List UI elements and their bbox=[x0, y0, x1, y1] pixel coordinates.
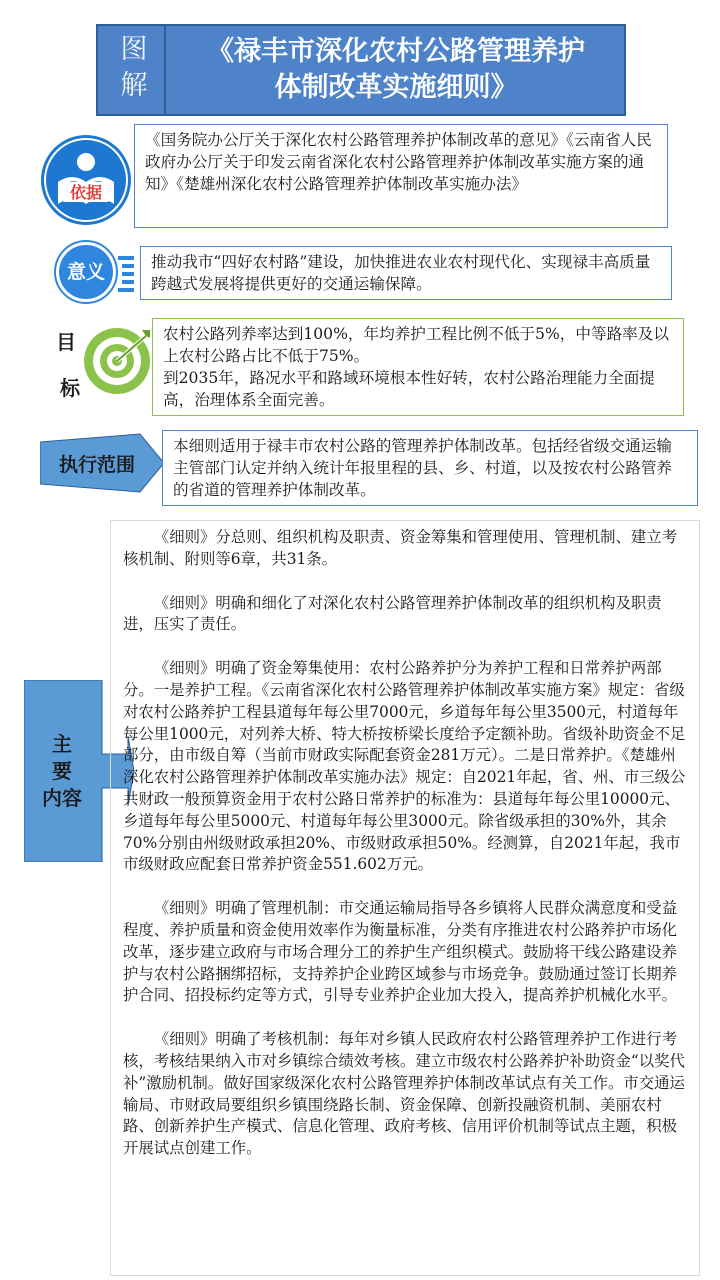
scope-label bbox=[40, 432, 166, 494]
main-label-line3: 内容 bbox=[42, 785, 82, 810]
page-title bbox=[168, 34, 624, 106]
banner-tag-line2: 解 bbox=[120, 70, 148, 101]
main-content-label-text bbox=[24, 680, 100, 862]
title-banner bbox=[96, 24, 626, 116]
basis-icon-label: 依据 bbox=[69, 183, 102, 202]
significance-text: 推动我市“四好农村路”建设，加快推进农业农村现代化、实现禄丰高质量跨越式发展将提供更好的交通运输保障。 bbox=[151, 253, 651, 293]
content-paragraph: 《细则》分总则、组织机构及职责、资金筹集和管理使用、管理机制、建立考核机制、附则等6章，共31条。 bbox=[123, 528, 678, 568]
main-label-line1: 主 bbox=[52, 731, 72, 756]
content-paragraph: 《细则》明确和细化了对深化农村公路管理养护体制改革的组织机构及职责进，压实了责任。 bbox=[123, 593, 662, 634]
content-paragraph: 《细则》明确了资金筹集使用：农村公路养护分为养护工程和日常养护两部分。一是养护工程。《云南省深化农村公路管理养护体制改革实施方案》规定：省级对农村公路养护工程县道每年每公里7000元，乡道每年每公里3500元，村道每年每公里1000元，对列养大桥、特大桥按桥梁长度给予定额补助。省级补助资金不足部分，由市级自筹（当前市财政实际配套资金281万元）。二是日常养护。《楚雄州深化农村公路管理养护体制改革实施办法》规定：自2021年起，省、州、市三级公共财政一般预算资金用于农村公路日常养护的标准为：县道每年每公里10000元、乡道每年每公里5000元、村道每年每公里3000元。除省级承担的30%外，其余70%分别由州级财政承担20%、市级财政承担50%。经测算，自2021年起，我市市级财政应配套日常养护资金551.602万元。 bbox=[123, 659, 686, 874]
significance-box bbox=[140, 246, 672, 300]
scope-text: 本细则适用于禄丰市农村公路的管理养护体制改革。包括经省级交通运输主管部门认定并纳入统计年报里程的县、乡、村道，以及按农村公路管养的省道的管理养护体制改革。 bbox=[173, 437, 673, 499]
goal-box bbox=[152, 318, 684, 416]
target-icon bbox=[82, 326, 152, 396]
banner-tag bbox=[110, 32, 158, 112]
goal-text-2: 到2035年，路况水平和路域环境根本性好转，农村公路治理能力全面提高，治理体系全面完善。 bbox=[163, 369, 655, 409]
basis-icon bbox=[38, 132, 134, 228]
content-paragraph: 《细则》明确了管理机制：市交通运输局指导各乡镇将人民群众满意度和受益程度、养护质量和资金使用效率作为衡量标准，分类有序推进农村公路养护市场化改革，逐步建立政府与市场合理分工的养护生产组织模式。鼓励将干线公路建设养护与农村公路捆绑招标，支持养护企业跨区域参与市场竞争。鼓励通过签订长期养护合同、招投标约定等方式，引导专业养护企业加大投入，提高养护机械化水平。 bbox=[123, 899, 678, 1005]
banner-divider bbox=[164, 26, 166, 114]
main-label-line2: 要 bbox=[52, 758, 72, 783]
significance-icon bbox=[52, 240, 136, 304]
basis-box bbox=[134, 124, 668, 228]
basis-text: 《国务院办公厅关于深化农村公路管理养护体制改革的意见》《云南省人民政府办公厅关于印发云南省深化农村公路管理养护体制改革实施方案的通知》《楚雄州深化农村公路管理养护体制改革实施办法》 bbox=[145, 131, 652, 193]
goal-label-char1: 目 bbox=[56, 330, 76, 354]
main-content-body bbox=[110, 520, 700, 1276]
page-title-line1: 《禄丰市深化农村公路管理养护 bbox=[207, 36, 585, 67]
scope-box bbox=[162, 430, 698, 506]
significance-icon-label: 意义 bbox=[66, 261, 105, 283]
banner-tag-line1: 图 bbox=[120, 34, 148, 65]
page-title-line2: 体制改革实施细则》 bbox=[274, 72, 518, 103]
content-paragraph: 《细则》明确了考核机制：每年对乡镇人民政府农村公路管理养护工作进行考核，考核结果纳入市对乡镇综合绩效考核。建立市级农村公路养护补助资金“以奖代补”激励机制。做好国家级深化农村公路管理养护体制改革试点有关工作。市交通运输局、市财政局要组织乡镇围绕路长制、资金保障、创新投融资机制、美丽农村路、创新养护生产模式、信息化管理、政府考核、信用评价机制等试点主题，积极开展试点创建工作。 bbox=[123, 1030, 685, 1158]
scope-label-text: 执行范围 bbox=[58, 454, 135, 476]
goal-label-char2: 标 bbox=[60, 376, 80, 400]
goal-text-1: 农村公路列养率达到100%，年均养护工程比例不低于5%，中等路率及以上农村公路占比不低于75%。 bbox=[163, 325, 669, 365]
